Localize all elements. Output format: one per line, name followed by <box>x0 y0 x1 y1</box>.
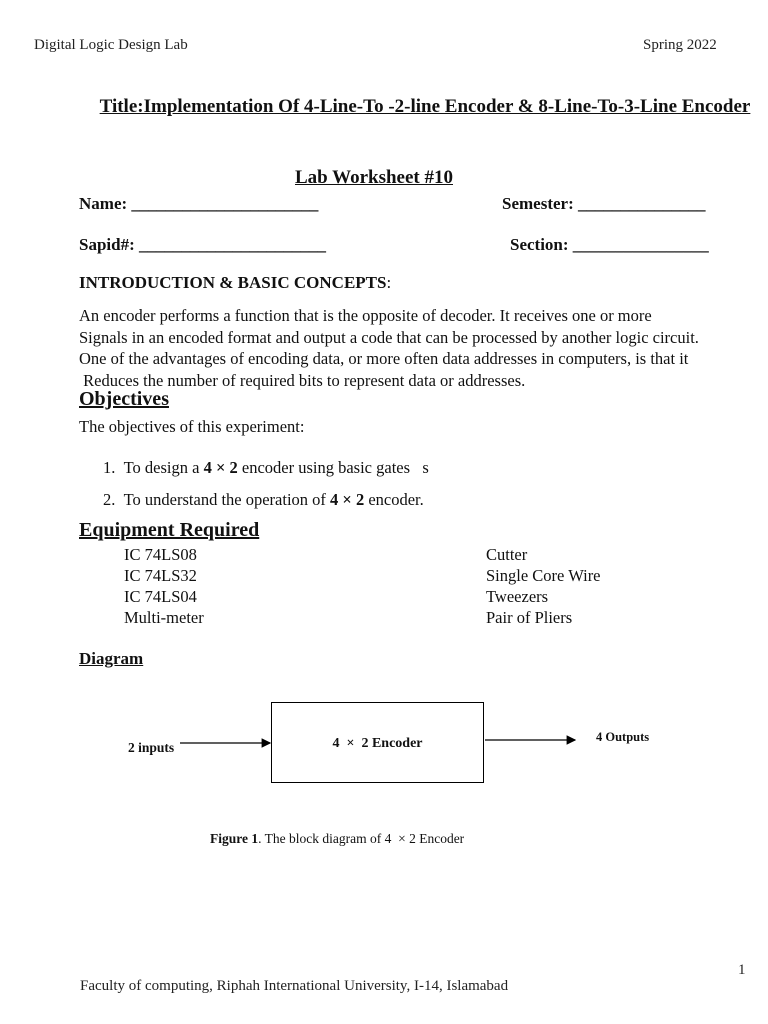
equipment-item: IC 74LS04 <box>124 587 197 606</box>
page-number: 1 <box>738 962 746 978</box>
worksheet-title: Lab Worksheet #10 <box>294 167 453 188</box>
diagram-heading: Diagram <box>79 649 144 668</box>
output-label: 4 Outputs <box>596 730 650 744</box>
footer-text: Faculty of computing, Riphah International University, I-14, Islamabad <box>80 978 509 994</box>
equipment-item: Multi-meter <box>124 608 204 627</box>
semester-field: Semester: _______________ <box>502 194 706 213</box>
intro-line: One of the advantages of encoding data, or more often data addresses in computers, is that it <box>79 349 689 368</box>
section-field: Section: ________________ <box>510 235 709 254</box>
equipment-heading: Equipment Required <box>79 519 260 541</box>
equipment-item: IC 74LS08 <box>124 545 197 564</box>
intro-line: An encoder performs a function that is the opposite of decoder. It receives one or more <box>79 306 652 325</box>
header-course: Digital Logic Design Lab <box>34 37 188 53</box>
objective-item: 2. To understand the operation of 4 × 2 encoder. <box>103 490 424 509</box>
objective-item: 1. To design a 4 × 2 encoder using basic gates s <box>103 458 429 477</box>
equipment-item: Pair of Pliers <box>486 608 573 627</box>
encoder-block-label: 4 × 2 Encoder <box>332 736 423 751</box>
header-term: Spring 2022 <box>643 37 717 53</box>
input-label: 2 inputs <box>128 740 175 755</box>
equipment-item: IC 74LS32 <box>124 566 197 585</box>
intro-line: Reduces the number of required bits to represent data or addresses. <box>79 370 526 390</box>
objectives-intro: The objectives of this experiment: <box>79 417 305 436</box>
page-title: Title:Implementation Of 4-Line-To -2-line Encoder & 8-Line-To-3-Line Encoder <box>99 96 751 117</box>
sapid-field: Sapid#: ______________________ <box>79 235 326 254</box>
figure-caption: Figure 1. The block diagram of 4 × 2 Encoder <box>210 831 465 846</box>
intro-line: Signals in an encoded format and output a code that can be processed by another logic circuit. <box>79 327 699 347</box>
intro-heading: INTRODUCTION & BASIC CONCEPTS: <box>79 273 392 292</box>
objectives-heading: Objectives <box>79 388 169 410</box>
equipment-item: Cutter <box>486 545 528 564</box>
equipment-item: Single Core Wire <box>486 566 601 585</box>
name-field: Name: ______________________ <box>79 194 319 213</box>
equipment-item: Tweezers <box>486 587 549 606</box>
